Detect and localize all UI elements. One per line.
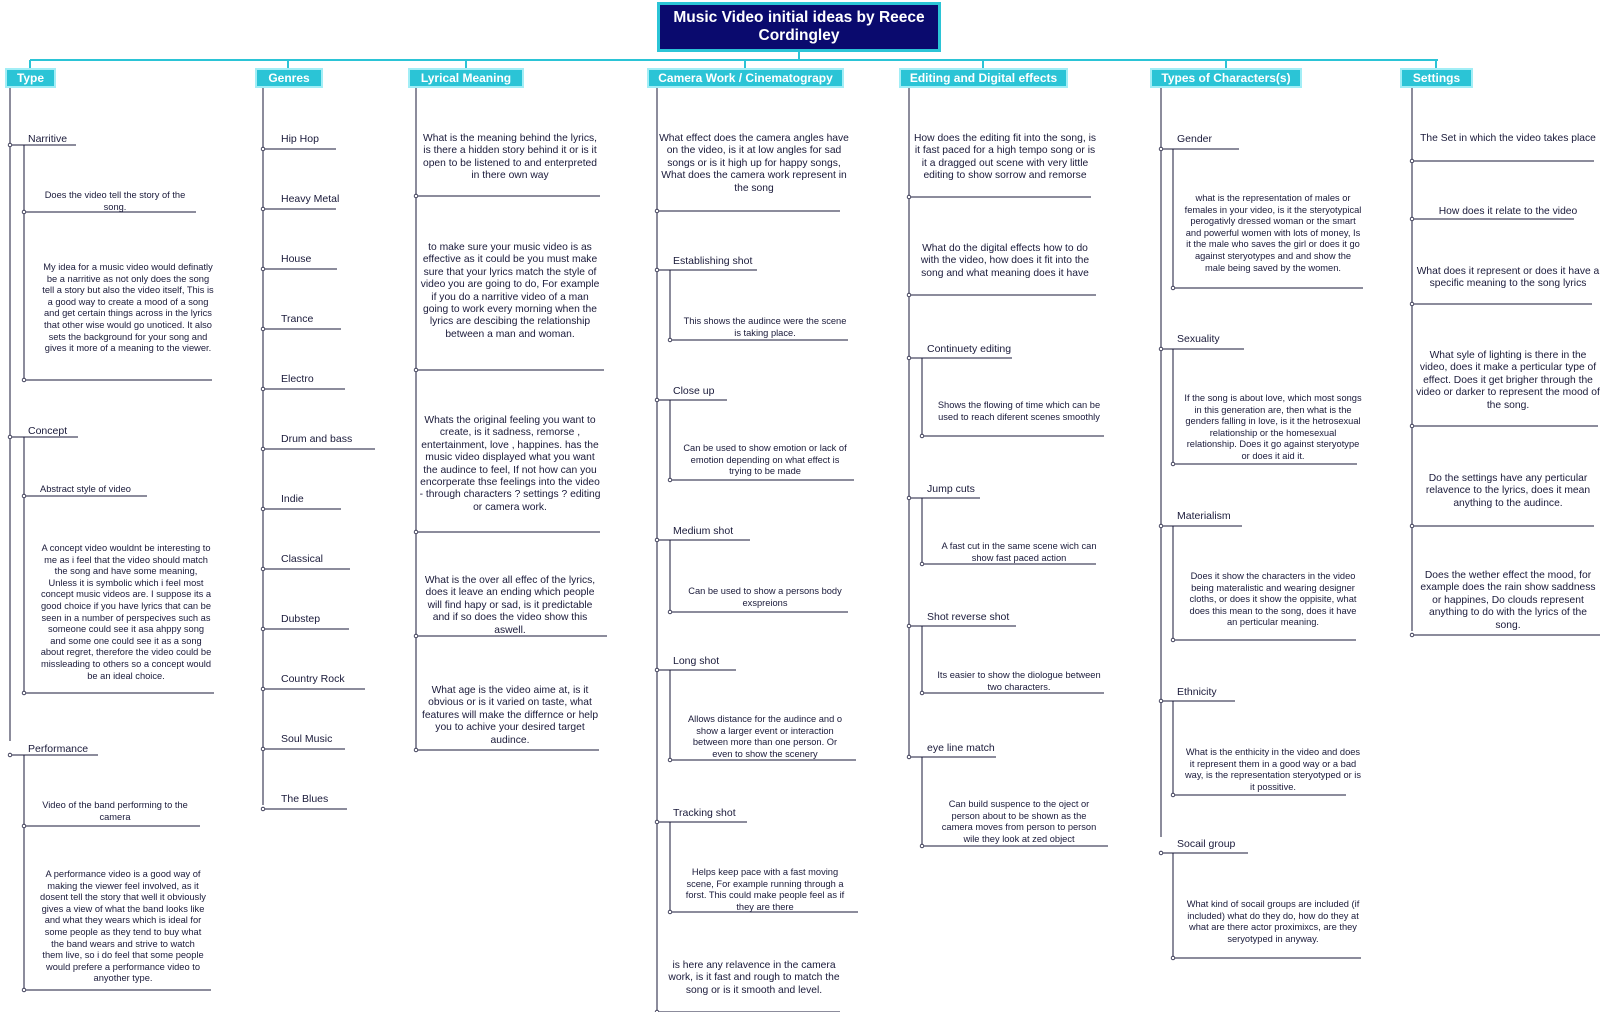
- editing-and-digital-effects-node-4-detail-1[interactable]: A fast cut in the same scene wich can show fast paced action: [941, 541, 1097, 563]
- branch-lyrical-meaning[interactable]: Lyrical Meaning: [408, 68, 524, 88]
- type-node-1-detail-2[interactable]: My idea for a music video would definatly be a narritive as not only does the song tell a story but also the video itself, This is a good way to create a mood of a song and get certain things across in the lyrics that other wise would go unoticed. It also sets the background for your song and gives it more of a meaning to the viewer.: [42, 262, 214, 354]
- editing-and-digital-effects-node-4[interactable]: Jump cuts: [927, 483, 975, 495]
- types-of-characters-s-node-5[interactable]: Socail group: [1177, 838, 1236, 850]
- camera-work-cinematograpy-node-5[interactable]: Long shot: [673, 655, 720, 667]
- lyrical-meaning-node-1[interactable]: What is the meaning behind the lyrics, is there a hidden story behind it or is it open to be listened to and enterpreted in there own way: [422, 133, 598, 182]
- connector-dot: [261, 687, 265, 691]
- editing-and-digital-effects-node-5[interactable]: Shot reverse shot: [927, 611, 1010, 623]
- connector-dot: [22, 988, 26, 992]
- connector-dot: [1159, 699, 1163, 703]
- settings-node-4[interactable]: What syle of lighting is there in the video, does it make a perticular type of effect. Does it get brigher through the video or darker to represent the mood of the song.: [1416, 350, 1600, 411]
- connector-dot: [668, 338, 672, 342]
- lyrical-meaning-node-3[interactable]: Whats the original feeling you want to create, is it sadness, remorse , entertainment, love , happines. has the music video displayed what you want the audince to feel, If not how can you encorperate thse feelings into the video - through characters ? settings ? editing or camera work.: [419, 415, 601, 513]
- editing-and-digital-effects-node-1[interactable]: How does the editing fit into the song, is it fast paced for a high tempo song or is it a dragged out scene with very little editing to show sorrow and remorse: [913, 133, 1097, 182]
- camera-work-cinematograpy-node-6[interactable]: Tracking shot: [673, 807, 736, 819]
- settings-node-3[interactable]: What does it represent or does it have a specific meaning to the song lyrics: [1416, 266, 1600, 290]
- camera-work-cinematograpy-node-4-detail-1[interactable]: Can be used to show a persons body exspreions: [688, 586, 842, 608]
- connector-dot: [655, 398, 659, 402]
- connector-dot: [414, 530, 418, 534]
- connector-dot: [8, 143, 12, 147]
- camera-work-cinematograpy-node-2[interactable]: Establishing shot: [673, 255, 753, 267]
- connector-dot: [655, 820, 659, 824]
- branch-camera-work[interactable]: Camera Work / Cinematograpy: [647, 68, 844, 88]
- connector-dot: [907, 624, 911, 628]
- types-of-characters-s-node-3[interactable]: Materialism: [1177, 510, 1231, 522]
- connector-dot: [1159, 851, 1163, 855]
- connector-dot: [22, 378, 26, 382]
- connector-dot: [261, 267, 265, 271]
- editing-and-digital-effects-node-2[interactable]: What do the digital effects how to do with the video, how does it fit into the song and what meaning does it have: [920, 243, 1090, 279]
- connector-dot: [655, 538, 659, 542]
- genres-node-3[interactable]: House: [281, 253, 312, 265]
- type-node-1[interactable]: Narritive: [28, 133, 68, 145]
- connector-dot: [1410, 524, 1414, 528]
- lyrical-meaning-node-2[interactable]: to make sure your music video is as effective as it could be you must make sure that your lyrics match the style of video you are going to do, For example if you do a narritive video of a man going to work every morning when the lyrics are descibing the relationship between a man and woman.: [420, 242, 600, 340]
- connector-dot: [1159, 347, 1163, 351]
- connector-dot: [920, 844, 924, 848]
- connector-dot: [8, 753, 12, 757]
- editing-and-digital-effects-node-3[interactable]: Continuety editing: [927, 343, 1012, 355]
- types-of-characters-s-node-1[interactable]: Gender: [1177, 133, 1213, 145]
- editing-and-digital-effects-node-6[interactable]: eye line match: [927, 742, 995, 754]
- lyrical-meaning-node-5[interactable]: What age is the video aime at, is it obvious or is it varied on taste, what features will make the differnce or help you to achive your desired target audince.: [421, 685, 599, 746]
- type-node-3-detail-1[interactable]: Video of the band performing to the camera: [42, 800, 188, 822]
- connector-dot: [1410, 217, 1414, 221]
- connector-dot: [1171, 462, 1175, 466]
- camera-work-cinematograpy-node-3[interactable]: Close up: [673, 385, 715, 397]
- type-node-2[interactable]: Concept: [28, 425, 68, 437]
- camera-work-cinematograpy-node-6-detail-1[interactable]: Helps keep pace with a fast moving scene, For example running through a forst. This could make people feel as if they are there: [685, 867, 845, 912]
- genres-node-9[interactable]: Dubstep: [281, 613, 321, 625]
- genres-node-1[interactable]: Hip Hop: [281, 133, 319, 145]
- settings-node-2[interactable]: How does it relate to the video: [1438, 206, 1578, 217]
- types-of-characters-s-node-2-detail-1[interactable]: If the song is about love, which most songs in this generation are, then what is the genders falling in love, is it the hetrosexual relationship or the homesexual relationship. Does it go against steryotype or does it aid it.: [1184, 393, 1362, 461]
- connector-dot: [261, 507, 265, 511]
- type-node-3-detail-2[interactable]: A performance video is a good way of making the viewer feel involved, as it dosent tell the story that well it obviously gives a view of what the band looks like and what they wears which is ideal for some people as they tend to buy what the band wears and strive to watch them live, so i do feel that some people would prefere a performance video to anyother type.: [40, 869, 206, 984]
- connector-dot: [1159, 147, 1163, 151]
- genres-node-7[interactable]: Indie: [281, 493, 304, 505]
- connector-dot: [22, 494, 26, 498]
- connector-dot: [22, 210, 26, 214]
- types-of-characters-s-node-2[interactable]: Sexuality: [1177, 333, 1220, 345]
- connector-dot: [907, 496, 911, 500]
- camera-work-cinematograpy-node-7[interactable]: is here any relavence in the camera work, is it fast and rough to match the song or is it smooth and level.: [668, 960, 840, 996]
- genres-node-6[interactable]: Drum and bass: [281, 433, 353, 445]
- connector-dot: [668, 758, 672, 762]
- lyrical-meaning-node-4[interactable]: What is the over all effec of the lyrics, does it leave an ending which people will find hapy or sad, is it predictable and if so does the video show this aswell.: [424, 575, 596, 636]
- camera-work-cinematograpy-node-5-detail-1[interactable]: Allows distance for the audince and o show a larger event or interaction between more than one person. Or even to show the scenery: [687, 714, 842, 759]
- connector-dot: [907, 293, 911, 297]
- camera-work-cinematograpy-node-4[interactable]: Medium shot: [673, 525, 734, 537]
- settings-node-5[interactable]: Do the settings have any perticular relavence to the lyrics, does it mean anything to the audince.: [1425, 473, 1591, 509]
- connector-dot: [668, 610, 672, 614]
- settings-node-1[interactable]: The Set in which the video takes place: [1420, 133, 1596, 144]
- connector-dot: [1410, 424, 1414, 428]
- connector-dot: [907, 755, 911, 759]
- connector-dot: [261, 567, 265, 571]
- connector-dot: [1410, 159, 1414, 163]
- genres-node-5[interactable]: Electro: [281, 373, 314, 385]
- connector-dot: [261, 207, 265, 211]
- connector-dot: [1159, 524, 1163, 528]
- type-node-2-detail-2[interactable]: A concept video wouldnt be interesting to me as i feel that the video should match the song and have some meaning, Unless it is symbolic which i feel most concept music videos are. I suppose its a good choice if you have lyrics that can be seen in a number of perspecives such as someone could see it asa ahppy song and some one could see it as a song about regret, therefore the video could be missleading to others so a concept would be an ideal choice.: [40, 543, 212, 681]
- branch-genres[interactable]: Genres: [255, 68, 323, 88]
- connector-dot: [655, 668, 659, 672]
- camera-work-cinematograpy-node-1[interactable]: What effect does the camera angles have on the video, is it at low angles for sad songs or is it high up for happy songs, What does the camera work represent in the song: [659, 133, 849, 194]
- connector-dot: [261, 807, 265, 811]
- connector-dot: [1171, 286, 1175, 290]
- connector-dot: [655, 209, 659, 213]
- connector-dot: [1171, 638, 1175, 642]
- connector-dot: [907, 356, 911, 360]
- connector-dot: [8, 435, 12, 439]
- branch-editing[interactable]: Editing and Digital effects: [899, 68, 1068, 88]
- connector-dot: [261, 627, 265, 631]
- connector-dot: [920, 562, 924, 566]
- editing-and-digital-effects-node-5-detail-1[interactable]: Its easier to show the diologue between two characters.: [937, 670, 1101, 692]
- types-of-characters-s-node-1-detail-1[interactable]: what is the representation of males or females in your video, is it the steryotypical perogativly dressed woman or the smart and powerful women with lots of money, Is it the male who saves the girl or does it go against steryotypes and and show the male being saved by the women.: [1184, 193, 1362, 273]
- connector-dot: [1410, 302, 1414, 306]
- types-of-characters-s-node-4-detail-1[interactable]: What is the enthicity in the video and does it represent them in a good way or a bad way, is the representation steryotyped or is it possitive.: [1184, 747, 1362, 792]
- connector-dot: [920, 434, 924, 438]
- editing-and-digital-effects-node-6-detail-1[interactable]: Can build suspence to the oject or person about to be shown as the camera moves from person to person wile they look at zed object: [941, 799, 1097, 844]
- camera-work-cinematograpy-node-3-detail-1[interactable]: Can be used to show emotion or lack of emotion depending on what effect is trying to be made: [683, 443, 847, 477]
- connector-dot: [261, 447, 265, 451]
- genres-node-12[interactable]: The Blues: [281, 793, 329, 805]
- editing-and-digital-effects-node-3-detail-1[interactable]: Shows the flowing of time which can be used to reach diferent scenes smoothly: [937, 400, 1101, 422]
- genres-node-8[interactable]: Classical: [281, 553, 324, 565]
- genres-node-11[interactable]: Soul Music: [281, 733, 333, 745]
- connector-dot: [261, 387, 265, 391]
- genres-node-4[interactable]: Trance: [281, 313, 314, 325]
- connector-dot: [22, 824, 26, 828]
- type-node-2-detail-1[interactable]: Abstract style of video: [40, 484, 131, 494]
- settings-node-6[interactable]: Does the wether effect the mood, for example does the rain show saddness or happines, Do clouds represent anything to do with the lyrics of the song.: [1420, 570, 1596, 631]
- branch-characters[interactable]: Types of Characters(s): [1150, 68, 1302, 88]
- camera-work-cinematograpy-node-2-detail-1[interactable]: This shows the audince were the scene is taking place.: [683, 316, 847, 338]
- type-node-3[interactable]: Performance: [28, 743, 89, 755]
- connector-dot: [414, 194, 418, 198]
- connector-dot: [1171, 793, 1175, 797]
- connector-dot: [261, 327, 265, 331]
- connector-dot: [668, 478, 672, 482]
- types-of-characters-s-node-5-detail-1[interactable]: What kind of socail groups are included (if included) what do they do, how do they at what are there actor proximixcs, are they seryotyped in anyway.: [1186, 899, 1360, 944]
- connector-dot: [22, 691, 26, 695]
- connector-dot: [668, 910, 672, 914]
- connector-dot: [1171, 956, 1175, 960]
- connector-dot: [261, 747, 265, 751]
- types-of-characters-s-node-3-detail-1[interactable]: Does it show the characters in the video being materalistic and wearing designer cloths, or does it show the oppisite, what does this mean to the song, does it have an perticular meaning.: [1189, 571, 1357, 628]
- types-of-characters-s-node-4[interactable]: Ethnicity: [1177, 686, 1217, 698]
- branch-settings[interactable]: Settings: [1400, 68, 1473, 88]
- connector-dot: [907, 195, 911, 199]
- connector-dot: [1410, 633, 1414, 637]
- branch-type[interactable]: Type: [5, 68, 56, 88]
- connector-dot: [655, 268, 659, 272]
- connector-dot: [414, 748, 418, 752]
- connector-dot: [920, 691, 924, 695]
- genres-node-10[interactable]: Country Rock: [281, 673, 345, 685]
- connector-dot: [261, 147, 265, 151]
- genres-node-2[interactable]: Heavy Metal: [281, 193, 340, 205]
- connector-dot: [414, 368, 418, 372]
- root-title[interactable]: Music Video initial ideas by Reece Cordingley: [657, 2, 941, 52]
- type-node-1-detail-1[interactable]: Does the video tell the story of the song.: [44, 190, 186, 212]
